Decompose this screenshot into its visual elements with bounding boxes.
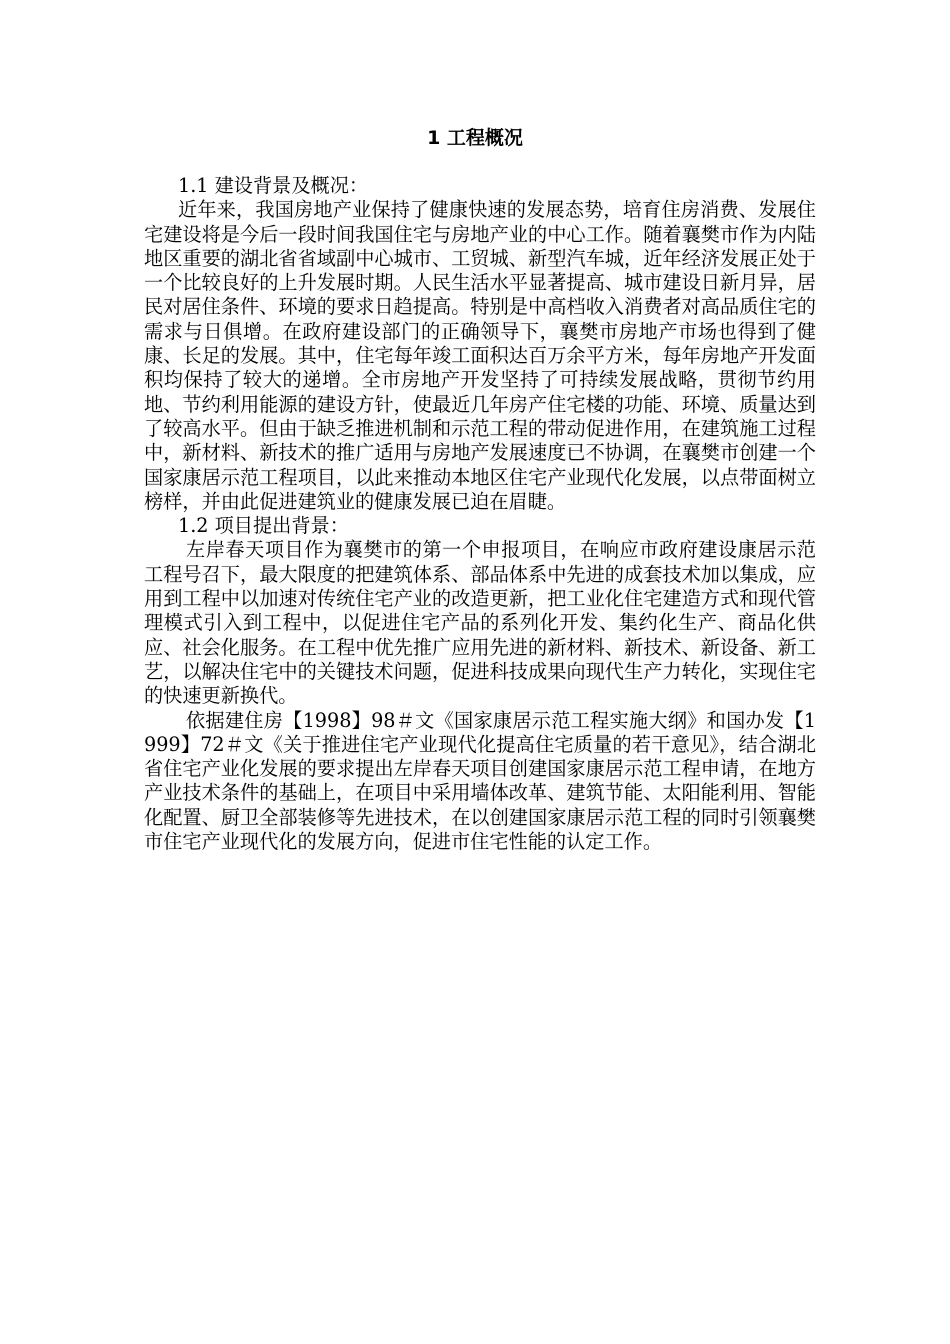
section-1-2-paragraph-1: 左岸春天项目作为襄樊市的第一个申报项目，在响应市政府建设康居示范工程号召下，最大限度的把建筑体系、部品体系中先进的成套技术加以集成，应用到工程中以加速对传统住宅产业的改造更新，把工业化住宅建造方式和现代管理模式引入到工程中，以促进住宅产品的系列化开发、集约化生产、商品化供应、社会化服务。在工程中优先推广应用先进的新材料、新技术、新设备、新工艺，以解决住宅中的关键技术问题，促进科技成果向现代生产力转化，实现住宅的快速更新换代。 (144, 538, 816, 708)
section-1-1-paragraph: 近年来，我国房地产业保持了健康快速的发展态势，培育住房消费、发展住宅建设将是今后一段时间我国住宅与房地产业的中心工作。随着襄樊市作为内陆地区重要的湖北省省域副中心城市、工贸城、新型汽车城，近年经济发展正处于一个比较良好的上升发展时期。人民生活水平显著提高、城市建设日新月异，居民对居住条件、环境的要求日趋提高。特别是中高档收入消费者对高品质住宅的需求与日俱增。在政府建设部门的正确领导下，襄樊市房地产市场也得到了健康、长足的发展。其中，住宅每年竣工面积达百万余平方米，每年房地产开发面积均保持了较大的递增。全市房地产开发坚持了可持续发展战略，贯彻节约用地、节约利用能源的建设方针，使最近几年房产住宅楼的功能、环境、质量达到了较高水平。但由于缺乏推进机制和示范工程的带动促进作用，在建筑施工过程中，新材料、新技术的推广适用与房地产发展速度已不协调，在襄樊市创建一个国家康居示范工程项目，以此来推动本地区住宅产业现代化发展，以点带面树立榜样，并由此促进建筑业的健康发展已迫在眉睫。 (144, 198, 816, 513)
section-1-1-heading: 1.1 建设背景及概况： (178, 174, 369, 197)
page-title: 1 工程概况 (427, 127, 523, 149)
section-1-2-paragraph-2: 依据建住房【1998】98＃文《国家康居示范工程实施大纲》和国办发【1999】72＃文《关于推进住宅产业现代化提高住宅质量的若干意见》，结合湖北省住宅产业化发展的要求提出左岸春天项目创建国家康居示范工程申请，在地方产业技术条件的基础上，在项目中采用墙体改革、建筑节能、太阳能利用、智能化配置、厨卫全部装修等先进技术，在以创建国家康居示范工程的同时引领襄樊市住宅产业现代化的发展方向，促进市住宅性能的认定工作。 (144, 708, 816, 854)
document-body (144, 174, 816, 854)
section-1-2-heading: 1.2 项目提出背景： (178, 514, 349, 538)
